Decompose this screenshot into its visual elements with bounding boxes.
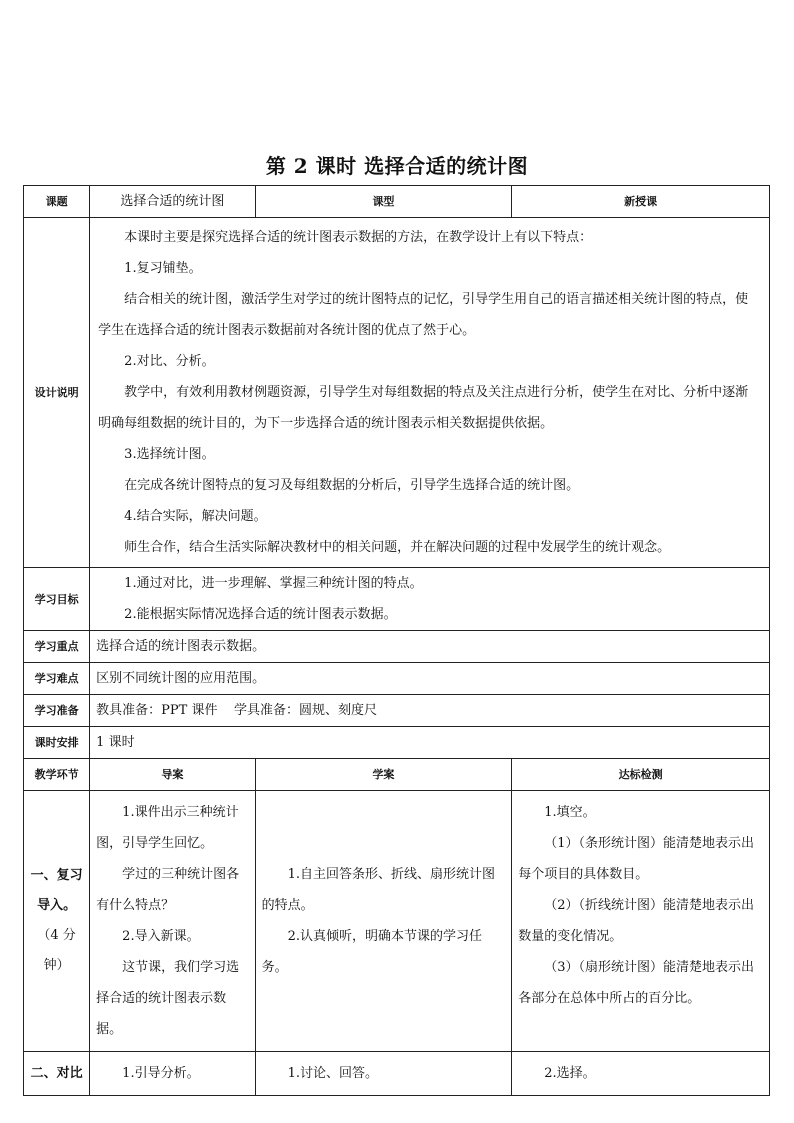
design-paragraph: 结合相关的统计图，激活学生对学过的统计图特点的记忆，引导学生用自己的语言描述相关统计图的特点，使学生在选择合适的统计图表示数据前对各统计图的优点了然于心。 <box>98 292 749 338</box>
study-item: 1.讨论、回答。 <box>287 1066 379 1081</box>
preparation-value: 教具准备：PPT 课件 学具准备：圆规、刻度尺 <box>90 695 770 727</box>
row-difficulty <box>24 663 770 695</box>
section-2-study <box>255 1052 512 1096</box>
schedule-value: 1 课时 <box>90 727 770 759</box>
schedule-label: 课时安排 <box>24 727 90 759</box>
preparation-label: 学习准备 <box>24 695 90 727</box>
section-1-study <box>255 791 512 1052</box>
section-1-stage <box>24 791 90 1052</box>
row-preparation <box>24 695 770 727</box>
type-value: 新授课 <box>512 186 770 218</box>
guide-item: 1.引导分析。 <box>122 1066 200 1081</box>
guide-item: 这节课，我们学习选择合适的统计图表示数据。 <box>96 960 240 1037</box>
design-paragraph: 4.结合实际，解决问题。 <box>124 509 267 524</box>
column-header-study: 学案 <box>255 759 512 791</box>
design-label: 设计说明 <box>24 218 90 568</box>
design-paragraph: 2.对比、分析。 <box>124 354 215 369</box>
column-header-check: 达标检测 <box>512 759 770 791</box>
section-2-guide <box>90 1052 255 1096</box>
guide-item: 学过的三种统计图各有什么特点？ <box>96 867 240 913</box>
row-column-headers <box>24 759 770 791</box>
difficulty-value: 区别不同统计图的应用范围。 <box>90 663 770 695</box>
row-key-point <box>24 631 770 663</box>
section-1-guide <box>90 791 255 1052</box>
topic-value: 选择合适的统计图 <box>90 186 255 218</box>
design-paragraph: 在完成各统计图特点的复习及每组数据的分析后，引导学生选择合适的统计图。 <box>124 478 580 493</box>
row-section-2 <box>24 1052 770 1096</box>
row-goals <box>24 568 770 631</box>
guide-item: 1.课件出示三种统计图，引导学生回忆。 <box>96 805 239 851</box>
design-paragraph: 本课时主要是探究选择合适的统计图表示数据的方法，在教学设计上有以下特点： <box>124 230 593 245</box>
design-paragraph: 教学中，有效利用教材例题资源，引导学生对每组数据的特点及关注点进行分析，使学生在对比、分析中逐渐明确每组数据的统计目的，为下一步选择合适的统计图表示相关数据提供依据。 <box>98 385 749 431</box>
row-design <box>24 218 770 568</box>
goals-content <box>90 568 770 631</box>
page-title: 第 2 课时 选择合适的统计图 <box>265 154 529 178</box>
study-item: 1.自主回答条形、折线、扇形统计图的特点。 <box>261 867 496 913</box>
topic-label: 课题 <box>24 186 90 218</box>
check-item: 1.填空。 <box>544 805 596 820</box>
design-content <box>90 218 770 568</box>
design-paragraph: 师生合作，结合生活实际解决教材中的相关问题，并在解决问题的过程中发展学生的统计观念。 <box>124 540 671 555</box>
lesson-plan-table <box>23 185 770 1096</box>
study-item: 2.认真倾听，明确本节课的学习任务。 <box>261 929 483 975</box>
row-section-1 <box>24 791 770 1052</box>
column-header-guide: 导案 <box>90 759 255 791</box>
section-2-stage: 二、对比 <box>24 1052 90 1096</box>
row-schedule <box>24 727 770 759</box>
column-header-stage: 教学环节 <box>24 759 90 791</box>
row-topic <box>24 186 770 218</box>
check-item: 2.选择。 <box>544 1066 596 1081</box>
design-paragraph: 1.复习铺垫。 <box>124 261 202 276</box>
stage-line: 导入。 <box>37 898 77 913</box>
check-item: （2）（折线统计图）能清楚地表示出数量的变化情况。 <box>518 898 755 944</box>
type-label: 课型 <box>255 186 512 218</box>
goals-label: 学习目标 <box>24 568 90 631</box>
key-point-value: 选择合适的统计图表示数据。 <box>90 631 770 663</box>
check-item: （3）（扇形统计图）能清楚地表示出各部分在总体中所占的百分比。 <box>518 960 755 1006</box>
check-item: （1）（条形统计图）能清楚地表示出每个项目的具体数目。 <box>518 836 755 882</box>
stage-line: 一、复习 <box>30 868 83 883</box>
section-2-check <box>512 1052 770 1096</box>
difficulty-label: 学习难点 <box>24 663 90 695</box>
guide-item: 2.导入新课。 <box>122 929 200 944</box>
goal-item: 2.能根据实际情况选择合适的统计图表示数据。 <box>124 607 397 622</box>
key-point-label: 学习重点 <box>24 631 90 663</box>
stage-line: （4 分钟） <box>37 928 76 973</box>
section-1-check <box>512 791 770 1052</box>
design-paragraph: 3.选择统计图。 <box>124 447 215 462</box>
goal-item: 1.通过对比，进一步理解、掌握三种统计图的特点。 <box>124 576 423 591</box>
